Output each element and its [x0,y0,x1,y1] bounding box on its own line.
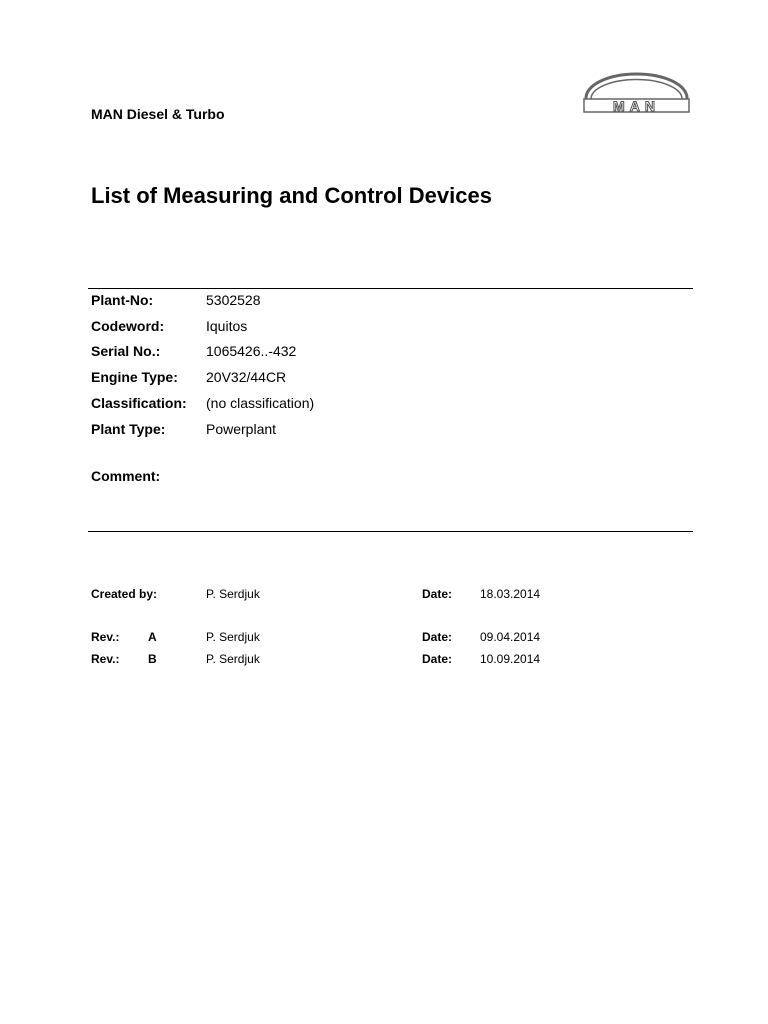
created-by-row [91,587,691,603]
codeword-label: Codeword: [91,318,165,334]
revision-row-a [91,630,691,646]
created-date-value: 18.03.2014 [480,587,541,601]
created-by-label: Created by: [91,587,158,601]
revision-date-value: 10.09.2014 [480,652,541,666]
revision-name: P. Serdjuk [206,630,260,644]
serial-no-value: 1065426..-432 [206,343,297,359]
company-name: MAN Diesel & Turbo [91,106,225,122]
man-logo-text: MAN [613,98,660,114]
engine-type-label: Engine Type: [91,369,178,385]
classification-value: (no classification) [206,395,315,411]
created-date-label: Date: [422,587,453,601]
top-rule [88,288,693,289]
revision-letter: A [148,630,157,644]
plant-no-value: 5302528 [206,292,261,308]
revision-label: Rev.: [91,630,120,644]
classification-label: Classification: [91,395,187,411]
created-by-name: P. Serdjuk [206,587,260,601]
document-title: List of Measuring and Control Devices [91,183,492,208]
plant-type-label: Plant Type: [91,421,166,437]
plant-no-label: Plant-No: [91,292,154,308]
engine-type-value: 20V32/44CR [206,369,287,385]
revision-label: Rev.: [91,652,120,666]
revision-date-value: 09.04.2014 [480,630,541,644]
revision-letter: B [148,652,157,666]
serial-no-label: Serial No.: [91,343,161,359]
revision-row-b [91,652,691,668]
codeword-value: Iquitos [206,318,248,334]
revision-date-label: Date: [422,652,453,666]
revision-name: P. Serdjuk [206,652,260,666]
revision-date-label: Date: [422,630,453,644]
man-logo [580,72,693,116]
bottom-rule [88,531,693,532]
comment-label: Comment: [91,468,161,484]
plant-type-value: Powerplant [206,421,277,437]
